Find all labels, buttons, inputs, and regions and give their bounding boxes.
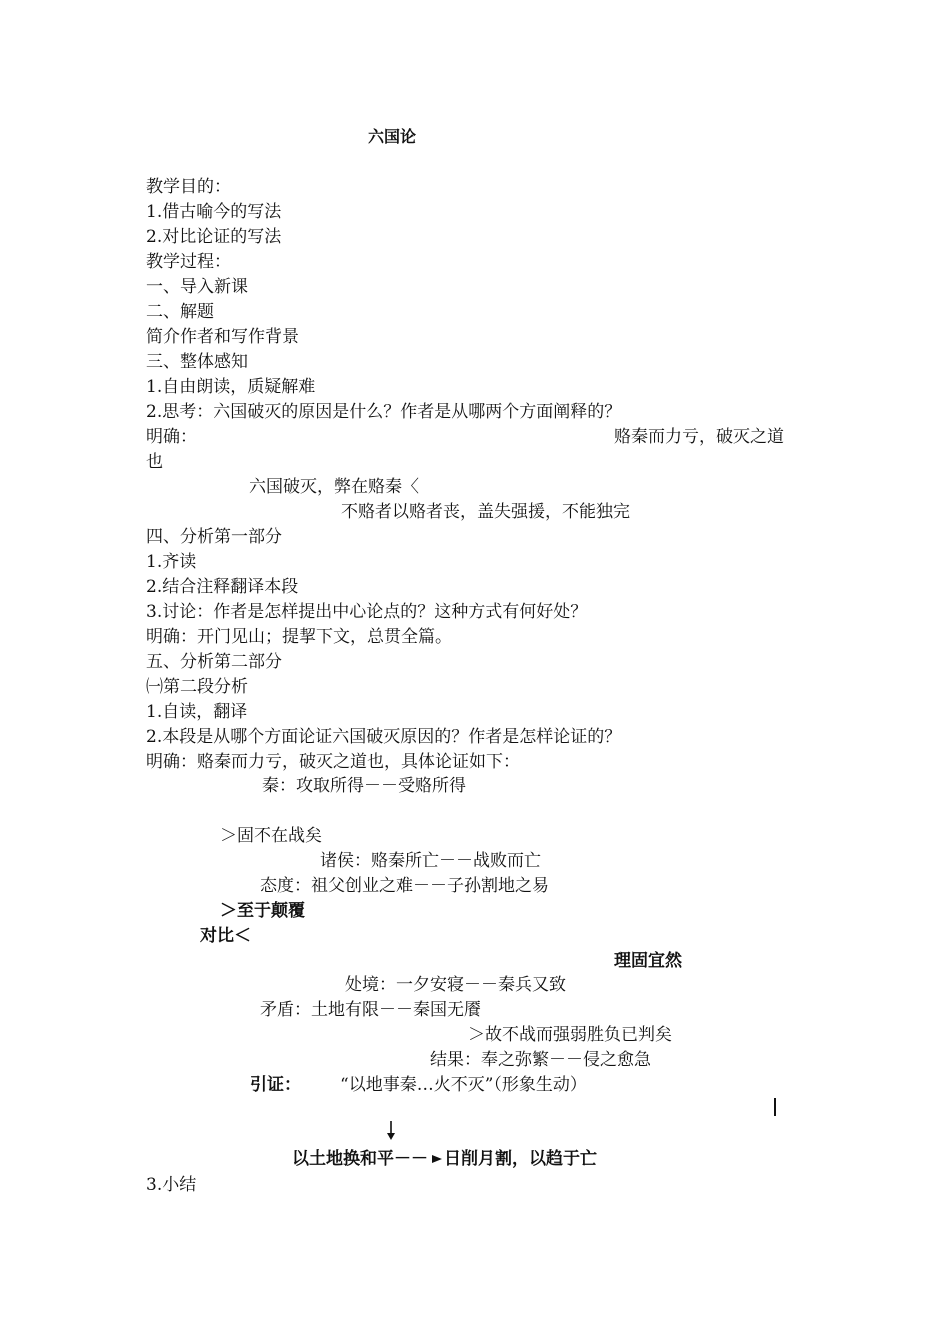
diagram-line: 诸侯：赂秦所亡－－战败而亡	[320, 851, 541, 871]
answer-text: 明确：赂秦而力亏，破灭之道也，具体论证如下：	[146, 752, 520, 772]
diagram-line: 态度：祖父创业之难－－子孙割地之易	[260, 876, 549, 896]
question-line: 3.讨论：作者是怎样提出中心论点的？这种方式有何好处？	[146, 602, 588, 622]
conclusion-left: 以土地换和平－－	[292, 1149, 428, 1169]
text-line: 1.自读，翻译	[146, 702, 248, 722]
answer-text: 赂秦而力亏，破灭之道	[614, 427, 784, 447]
diagram-line: 处境：一夕安寝－－秦兵又致	[345, 975, 566, 995]
objective-item: 2.对比论证的写法	[146, 227, 282, 247]
citation-text: “以地事秦…火不灭”（形象生动）	[340, 1075, 587, 1095]
diagram-line: 结果：奉之弥繁－－侵之愈急	[430, 1050, 651, 1070]
thesis-line: 六国破灭，弊在赂秦〈	[249, 477, 419, 497]
step-heading: 四、分析第一部分	[146, 527, 282, 547]
step-heading: 三、整体感知	[146, 352, 248, 372]
question-line: 2.本段是从哪个方面论证六国破灭原因的？作者是怎样论证的？	[146, 727, 622, 747]
page-title: 六国论	[368, 127, 417, 146]
text-line: 简介作者和写作背景	[146, 327, 299, 347]
answer-text: 也	[146, 452, 163, 472]
contrast-label: 对比＜	[200, 926, 251, 946]
section-heading-process: 教学过程：	[146, 252, 231, 272]
answer-label: 明确：	[146, 427, 197, 447]
question-line: 2.思考：六国破灭的原因是什么？作者是从哪两个方面阐释的？	[146, 402, 622, 422]
right-arrow-icon	[430, 1152, 444, 1166]
down-arrow-icon	[381, 1120, 401, 1142]
connector-line	[774, 1098, 776, 1116]
step-heading: 二、解题	[146, 302, 214, 322]
citation-label: 引证：	[250, 1075, 301, 1095]
step-heading: 一、导入新课	[146, 277, 248, 297]
subsection-heading: ㈠第二段分析	[146, 677, 248, 697]
objective-item: 1.借古喻今的写法	[146, 202, 282, 222]
diagram-line: ＞故不战而强弱胜负已判矣	[468, 1025, 672, 1045]
diagram-conclusion: 理固宜然	[614, 951, 682, 971]
text-line: 1.自由朗读，质疑解难	[146, 377, 316, 397]
text-line: 2.结合注释翻译本段	[146, 577, 299, 597]
diagram-line: ＞固不在战矣	[220, 826, 322, 846]
thesis-branch: 不赂者以赂者丧，盖失强援，不能独完	[341, 502, 630, 522]
step-heading: 五、分析第二部分	[146, 652, 282, 672]
text-line: 3.小结	[146, 1175, 197, 1195]
answer-text: 明确：开门见山；提挈下文，总贯全篇。	[146, 627, 452, 647]
diagram-line: 矛盾：土地有限－－秦国无餍	[260, 1000, 481, 1020]
section-heading-objectives: 教学目的：	[146, 177, 231, 197]
diagram-line: 秦：攻取所得－－受赂所得	[262, 776, 466, 796]
conclusion-right: 日削月割，以趋于亡	[444, 1149, 597, 1169]
text-line: 1.齐读	[146, 552, 197, 572]
diagram-conclusion: ＞至于颠覆	[220, 901, 305, 921]
